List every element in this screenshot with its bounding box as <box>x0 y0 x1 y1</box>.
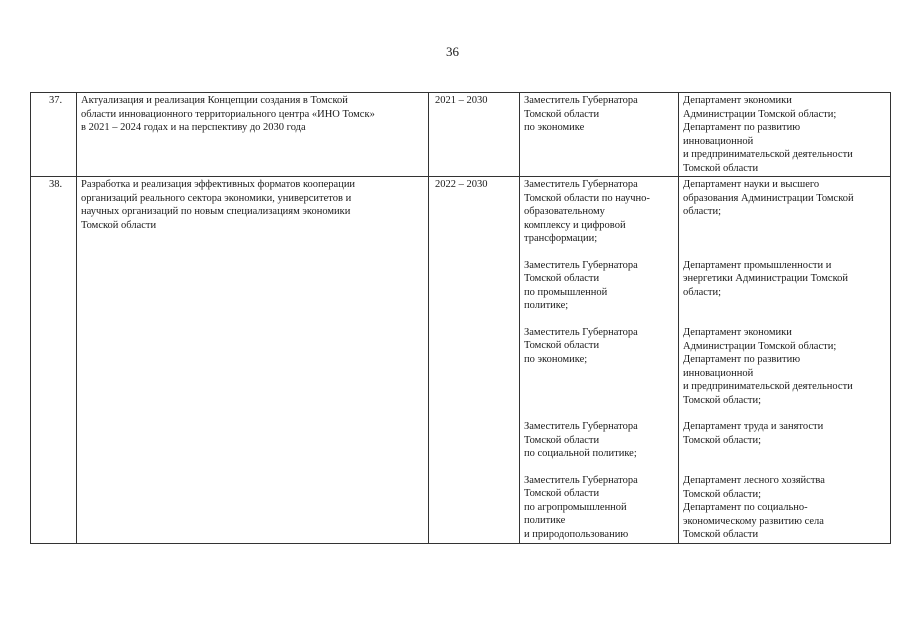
text-line: Администрации Томской области; <box>683 108 837 120</box>
text-line: Актуализация и реализация Концепции создания в Томской <box>81 95 348 106</box>
departments-cell <box>679 177 891 544</box>
text-line: по агропромышленной <box>524 501 627 513</box>
text-line: Томской области <box>524 340 600 351</box>
text-line: инновационной <box>683 367 754 379</box>
text-line: научных организаций по новым специализациям экономики <box>81 206 351 217</box>
responsible-cell <box>520 177 679 544</box>
text-line: Томской области; <box>683 434 762 446</box>
text-line: Заместитель Губернатора <box>524 326 638 338</box>
department-block <box>683 420 886 447</box>
text-line: Томской области <box>524 434 600 446</box>
text-line: экономическому развитию села <box>683 515 824 527</box>
departments-cell <box>679 93 891 177</box>
text-line: образования Администрации Томской <box>683 192 854 204</box>
text-line: по экономике <box>524 122 585 133</box>
text-line: Заместитель Губернатора <box>524 259 638 271</box>
department-block <box>683 259 886 300</box>
text-line: Администрации Томской области; <box>683 340 837 352</box>
text-line: Томской области; <box>683 394 762 406</box>
text-line: по социальной политике; <box>524 448 637 459</box>
text-line: Департамент экономики <box>683 327 792 338</box>
text-line: Томской области по научно- <box>524 192 650 204</box>
text-line: Томской области <box>524 108 600 120</box>
text-line: Заместитель Губернатора <box>524 421 638 432</box>
text-line: в 2021 – 2024 годах и на перспективу до 2030 года <box>81 122 306 133</box>
text-line: Заместитель Губернатора <box>524 95 638 106</box>
row-number: 37. <box>31 93 77 177</box>
table-row <box>31 93 891 177</box>
text-line: Томской области <box>524 273 600 284</box>
row-number: 38. <box>31 177 77 544</box>
responsible-block <box>524 178 674 246</box>
text-line: по промышленной <box>524 286 608 298</box>
text-line: образовательному <box>524 206 605 217</box>
department-block <box>683 474 886 542</box>
text-line: Департамент науки и высшего <box>683 179 820 190</box>
text-line: Томской области <box>81 219 157 231</box>
text-line: Заместитель Губернатора <box>524 474 638 486</box>
text-line: Департамент по развитию <box>683 354 801 365</box>
text-line: инновационной <box>683 135 754 147</box>
text-line: трансформации; <box>524 233 598 244</box>
period: 2021 – 2030 <box>429 93 520 177</box>
responsible-block <box>524 474 674 542</box>
responsible-block <box>524 259 674 313</box>
text-line: Департамент экономики <box>683 95 792 106</box>
text-line: области; <box>683 206 722 217</box>
table-row <box>31 177 891 544</box>
text-line: и природопользованию <box>524 528 629 540</box>
department-block <box>683 326 886 407</box>
text-line: энергетики Администрации Томской <box>683 273 849 284</box>
text-line: Департамент труда и занятости <box>683 421 824 432</box>
text-line: области инновационного территориального центра «ИНО Томск» <box>81 108 375 120</box>
text-line: организаций реального сектора экономики, университетов и <box>81 192 352 204</box>
text-line: Томской области; <box>683 488 762 500</box>
text-line: и предпринимательской деятельности <box>683 149 853 160</box>
measure-title <box>77 93 429 177</box>
period: 2022 – 2030 <box>429 177 520 544</box>
plan-table <box>30 92 891 544</box>
text-line: Департамент промышленности и <box>683 259 832 271</box>
responsible-block <box>524 420 674 461</box>
text-line: политике <box>524 515 566 526</box>
text-line: Томской области <box>683 162 759 174</box>
text-line: Департамент по развитию <box>683 122 801 133</box>
responsible-block <box>524 326 674 367</box>
text-line: и предпринимательской деятельности <box>683 381 853 392</box>
text-line: комплексу и цифровой <box>524 219 626 231</box>
text-line: по экономике; <box>524 353 588 365</box>
text-line: Заместитель Губернатора <box>524 179 638 190</box>
text-line: Департамент по социально- <box>683 502 808 513</box>
page-number: 36 <box>446 44 459 59</box>
responsible-cell <box>520 93 679 177</box>
text-line: области; <box>683 286 722 298</box>
text-line: Томской области <box>524 488 600 499</box>
department-block <box>683 178 886 219</box>
text-line: политике; <box>524 300 569 311</box>
measure-title <box>77 177 429 544</box>
text-line: Томской области <box>683 529 759 540</box>
text-line: Департамент лесного хозяйства <box>683 475 825 486</box>
text-line: Разработка и реализация эффективных форматов кооперации <box>81 179 356 190</box>
